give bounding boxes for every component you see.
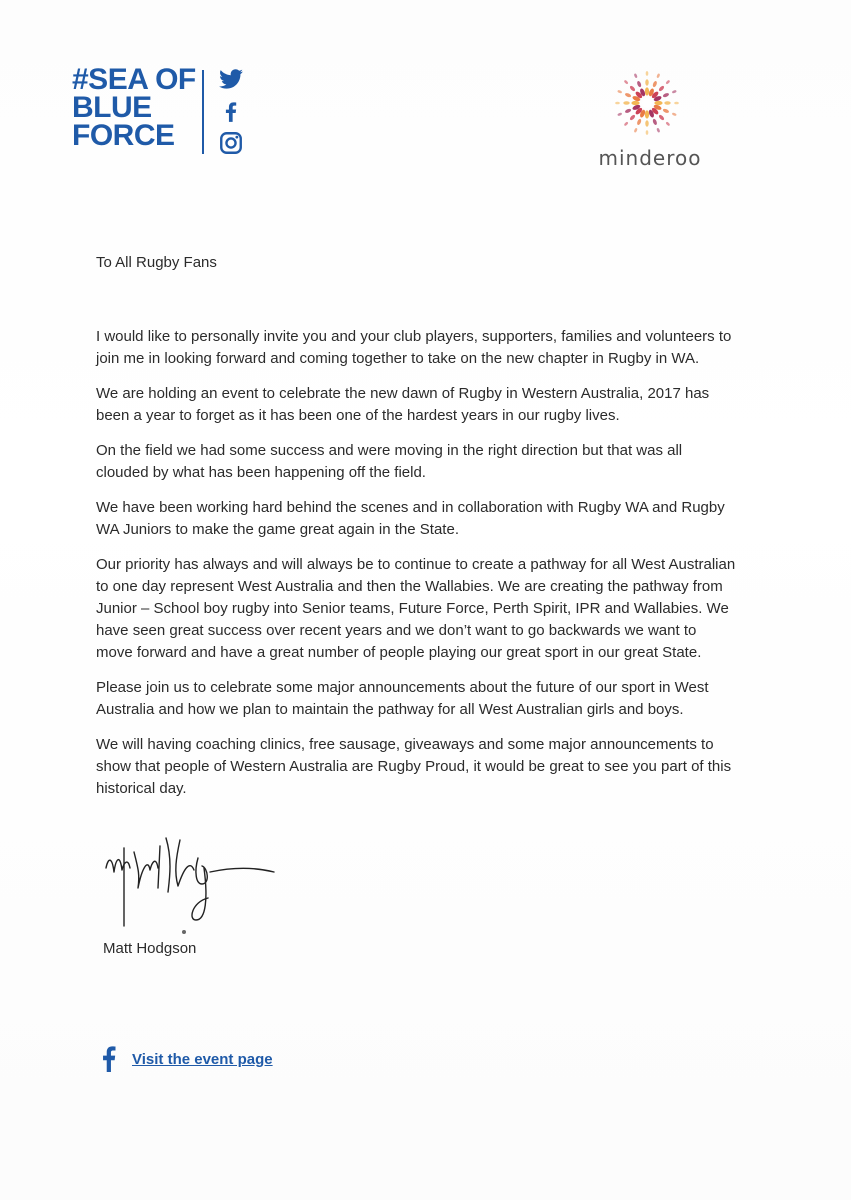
logo-ray-dot xyxy=(654,101,662,105)
logo-ray-dot xyxy=(636,118,642,125)
logo-ray-dot xyxy=(645,87,649,95)
logo-ray-dot xyxy=(665,80,670,85)
social-icon-stack xyxy=(218,66,248,162)
logo-ray-dot xyxy=(664,101,670,104)
event-link-row xyxy=(100,1044,273,1074)
handwritten-signature xyxy=(98,828,288,938)
logo-ray-dot xyxy=(624,121,629,126)
logo-ray-dot xyxy=(634,128,638,133)
logo-ray-dot xyxy=(662,92,669,98)
logo-ray-dot xyxy=(624,80,629,85)
logo-ray-dot xyxy=(646,71,649,76)
logo-ray-dot xyxy=(652,80,658,87)
paragraph-6: Please join us to celebrate some major announcements about the future of our sport in West Australia and how we plan to maintain the pathway for all West Australian girls and boys. xyxy=(96,679,709,718)
logo-ray-dot xyxy=(662,108,669,114)
paragraph-3: On the field we had some success and were moving in the right direction but that was all clouded by what has been happening off the field. xyxy=(96,442,683,481)
logo-ray-dot xyxy=(617,90,622,94)
logo-core xyxy=(642,98,652,108)
paragraph-7: We will having coaching clinics, free sausage, giveaways and some major announcements to show that people of Western Australia are Rugby Proud, it would be great to see you part of this historical day. xyxy=(96,736,732,797)
sunburst-logo-icon xyxy=(606,62,688,144)
brand-divider xyxy=(202,70,204,154)
twitter-icon xyxy=(218,66,244,92)
paragraph-5: Our priority has always and will always be to continue to create a pathway for all West Australian to one day represent West Australia and then the Wallabies. We are creating the pathway from Junior – School boy rugby into Senior teams, Future Force, Perth Spirit, IPR and Wallabies. We have seen great success over recent years and we don’t want to go backwards we want to move forward and have a great number of people playing our great sport in our great State. xyxy=(96,556,736,661)
logo-ray-dot xyxy=(629,85,636,92)
salutation: To All Rugby Fans xyxy=(96,254,217,271)
logo-ray-dot xyxy=(624,92,631,98)
brand-line-3: FORCE xyxy=(72,119,175,152)
minderoo-logo xyxy=(580,62,720,172)
logo-ray-dot xyxy=(652,118,658,125)
logo-ray-dot xyxy=(645,110,649,118)
logo-ray-dot xyxy=(656,128,660,133)
logo-ray-dot xyxy=(646,130,649,135)
logo-ray-dot xyxy=(645,120,648,126)
facebook-icon xyxy=(218,98,244,124)
paragraph-2: We are holding an event to celebrate the new dawn of Rugby in Western Australia, 2017 has been a year to forget as it has been one of the hardest years in our rugby lives. xyxy=(96,385,710,424)
logo-ray-dot xyxy=(674,102,679,105)
logo-ray-dot xyxy=(658,85,665,92)
sea-of-blue-force-logo xyxy=(72,63,292,162)
logo-ray-dot xyxy=(656,73,660,78)
logo-ray-dot xyxy=(615,102,620,105)
letter-body xyxy=(96,252,736,813)
logo-ray-dot xyxy=(672,90,677,94)
logo-ray-dot xyxy=(672,112,677,116)
logo-ray-dot xyxy=(623,101,629,104)
brand-line-1: #SEA OF xyxy=(72,63,196,96)
logo-ray-dot xyxy=(658,114,665,121)
paragraph-1: I would like to personally invite you and your club players, supporters, families and volunteers to join me in looking forward and coming together to take on the new chapter in Rugby in WA. xyxy=(96,328,732,367)
instagram-icon xyxy=(218,130,244,156)
logo-ray-dot xyxy=(617,112,622,116)
brand-line-2: BLUE xyxy=(72,91,152,124)
logo-ray-dot xyxy=(624,108,631,114)
visit-event-page-link[interactable]: Visit the event page xyxy=(132,1050,273,1068)
logo-ray-dot xyxy=(665,121,670,126)
paragraph-4: We have been working hard behind the scenes and in collaboration with Rugby WA and Rugby WA Juniors to make the game great again in the State. xyxy=(96,499,725,538)
logo-ray-dot xyxy=(631,101,639,105)
logo-ray-dot xyxy=(636,80,642,87)
logo-ray-dot xyxy=(645,79,648,85)
minderoo-wordmark: minderoo xyxy=(598,146,702,170)
logo-ray-dot xyxy=(629,114,636,121)
facebook-icon xyxy=(100,1046,118,1072)
signatory-name: Matt Hodgson xyxy=(103,940,197,957)
brand-hashtag xyxy=(72,63,196,152)
logo-ray-dot xyxy=(634,73,638,78)
